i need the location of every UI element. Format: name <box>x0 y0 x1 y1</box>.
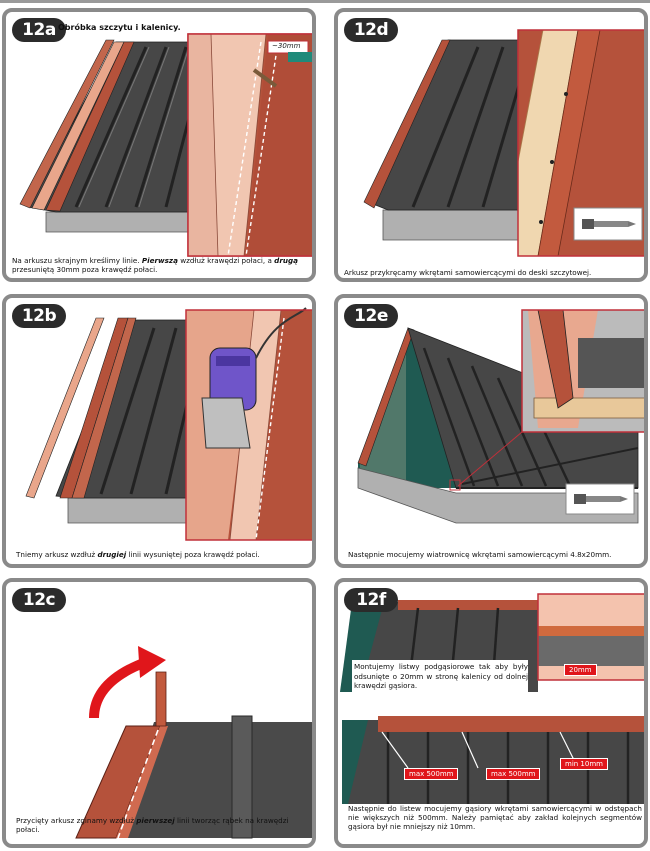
panel-12d <box>334 8 648 282</box>
caption-text: linii wysuniętej poza krawędź połaci. <box>126 550 260 559</box>
illustration-12c <box>6 582 316 848</box>
caption-12e: Następnie mocujemy wiatrownicę wkrętami samowiercącymi 4.8x20mm. <box>348 550 612 559</box>
caption-12a <box>12 256 308 274</box>
ridge-note: Montujemy listwy podgąsiorowe tak aby były odsunięte o 20mm w stronę kalenicy od dolnej krawędzi gąsiora. <box>354 662 528 690</box>
illustration-12d <box>338 12 648 282</box>
caption-text: Na arkuszu skrajnym kreślimy linie. <box>12 256 142 265</box>
caption-text: wzdłuż krawędzi połaci, a <box>177 256 275 265</box>
caption-12c <box>16 816 306 834</box>
panel-12b <box>2 294 316 568</box>
caption-text: Tniemy arkusz wzdłuż <box>16 550 98 559</box>
label-20mm: 20mm <box>564 664 597 676</box>
step-badge-12d: 12d <box>344 18 398 42</box>
dimension-label: ~30mm <box>272 42 301 50</box>
panel-title: Obróbka szczytu i kalenicy. <box>58 23 181 32</box>
step-badge-12a: 12a <box>12 18 66 42</box>
panel-12e <box>334 294 648 568</box>
caption-emphasis: drugą <box>274 256 298 265</box>
top-rule <box>0 0 650 3</box>
caption-emphasis: drugiej <box>97 550 127 559</box>
caption-12b <box>16 550 312 559</box>
illustration-12b <box>6 298 316 568</box>
step-badge-12b: 12b <box>12 304 66 328</box>
caption-emphasis: pierwszej <box>136 816 175 825</box>
illustration-12a <box>6 12 316 282</box>
caption-12d: Arkusz przykręcamy wkrętami samowiercącymi do deski szczytowej. <box>344 268 592 277</box>
label-max-500mm-1: max 500mm <box>404 768 458 780</box>
caption-text: linii tworząc rąbek na krawędzi połaci. <box>16 816 289 834</box>
panel-12f <box>334 578 648 848</box>
label-min-10mm: min 10mm <box>560 758 608 770</box>
panel-12c <box>2 578 316 848</box>
caption-text: Przycięty arkusz zginamy wzdłuż <box>16 816 137 825</box>
step-badge-12e: 12e <box>344 304 398 328</box>
panel-12a <box>2 8 316 282</box>
label-max-500mm-2: max 500mm <box>486 768 540 780</box>
caption-12f: Następnie do listew mocujemy gąsiory wkrętami samowiercącymi w odstępach nie większych niż 500mm. Należy pamiętać aby zakład kolejnych segmentów gąsiora był nie mniejszy niż 10mm. <box>348 804 642 831</box>
caption-text: przesuniętą 30mm poza krawędź połaci. <box>12 265 158 274</box>
step-badge-12f: 12f <box>344 588 398 612</box>
step-badge-12c: 12c <box>12 588 66 612</box>
caption-emphasis: Pierwszą <box>141 256 178 265</box>
illustration-12e <box>338 298 648 568</box>
